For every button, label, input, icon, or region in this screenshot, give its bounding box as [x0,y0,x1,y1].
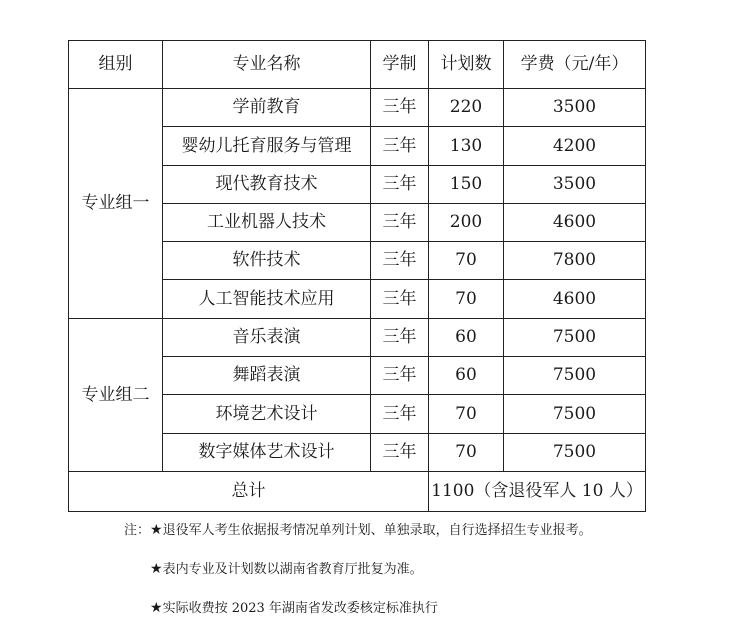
tuition: 3500 [504,165,646,203]
duration: 三年 [371,165,429,203]
plan-count: 60 [429,318,504,356]
note-item [150,561,423,578]
header-group: 组别 [69,41,163,89]
major-name: 舞蹈表演 [163,357,371,395]
tuition: 4600 [504,280,646,318]
tuition: 4200 [504,127,646,165]
major-name: 学前教育 [163,89,371,127]
plan-count: 70 [429,395,504,433]
tuition: 7800 [504,242,646,280]
header-major: 专业名称 [163,41,371,89]
group-name: 专业组一 [69,89,163,319]
plan-count: 220 [429,89,504,127]
header-duration: 学制 [371,41,429,89]
duration: 三年 [371,357,429,395]
major-name: 环境艺术设计 [163,395,371,433]
star-icon: ★ [150,561,163,577]
note-text: 表内专业及计划数以湖南省教育厅批复为准。 [162,562,423,577]
group-name: 专业组二 [69,318,163,471]
star-icon: ★ [150,600,163,616]
plan-count: 70 [429,280,504,318]
note-text: 实际收费按 2023 年湖南省发改委核定标准执行 [162,601,438,616]
table-header-row [69,41,646,89]
note-item [124,522,592,539]
major-name: 婴幼儿托育服务与管理 [163,127,371,165]
duration: 三年 [371,318,429,356]
note-text: 退役军人考生依据报考情况单列计划、单独录取，自行选择招生专业报考。 [162,523,592,538]
duration: 三年 [371,280,429,318]
notes-prefix: 注： [124,523,151,538]
tuition: 3500 [504,89,646,127]
table-row [69,89,646,127]
star-icon: ★ [150,522,163,538]
tuition: 4600 [504,203,646,241]
duration: 三年 [371,242,429,280]
header-tuition: 学费（元/年） [504,41,646,89]
tuition: 7500 [504,395,646,433]
plan-count: 70 [429,433,504,471]
plan-count: 200 [429,203,504,241]
enrollment-plan-table [68,40,646,512]
duration: 三年 [371,433,429,471]
major-name: 工业机器人技术 [163,203,371,241]
plan-count: 130 [429,127,504,165]
duration: 三年 [371,127,429,165]
major-name: 人工智能技术应用 [163,280,371,318]
tuition: 7500 [504,318,646,356]
duration: 三年 [371,89,429,127]
tuition: 7500 [504,433,646,471]
total-label: 总计 [69,471,429,511]
major-name: 现代教育技术 [163,165,371,203]
note-item [150,600,438,617]
major-name: 软件技术 [163,242,371,280]
table-row [69,318,646,356]
plan-count: 70 [429,242,504,280]
plan-count: 150 [429,165,504,203]
header-plan-count: 计划数 [429,41,504,89]
major-name: 音乐表演 [163,318,371,356]
duration: 三年 [371,395,429,433]
total-value: 1100（含退役军人 10 人） [429,471,646,511]
duration: 三年 [371,203,429,241]
total-row [69,471,646,511]
tuition: 7500 [504,357,646,395]
major-name: 数字媒体艺术设计 [163,433,371,471]
plan-count: 60 [429,357,504,395]
